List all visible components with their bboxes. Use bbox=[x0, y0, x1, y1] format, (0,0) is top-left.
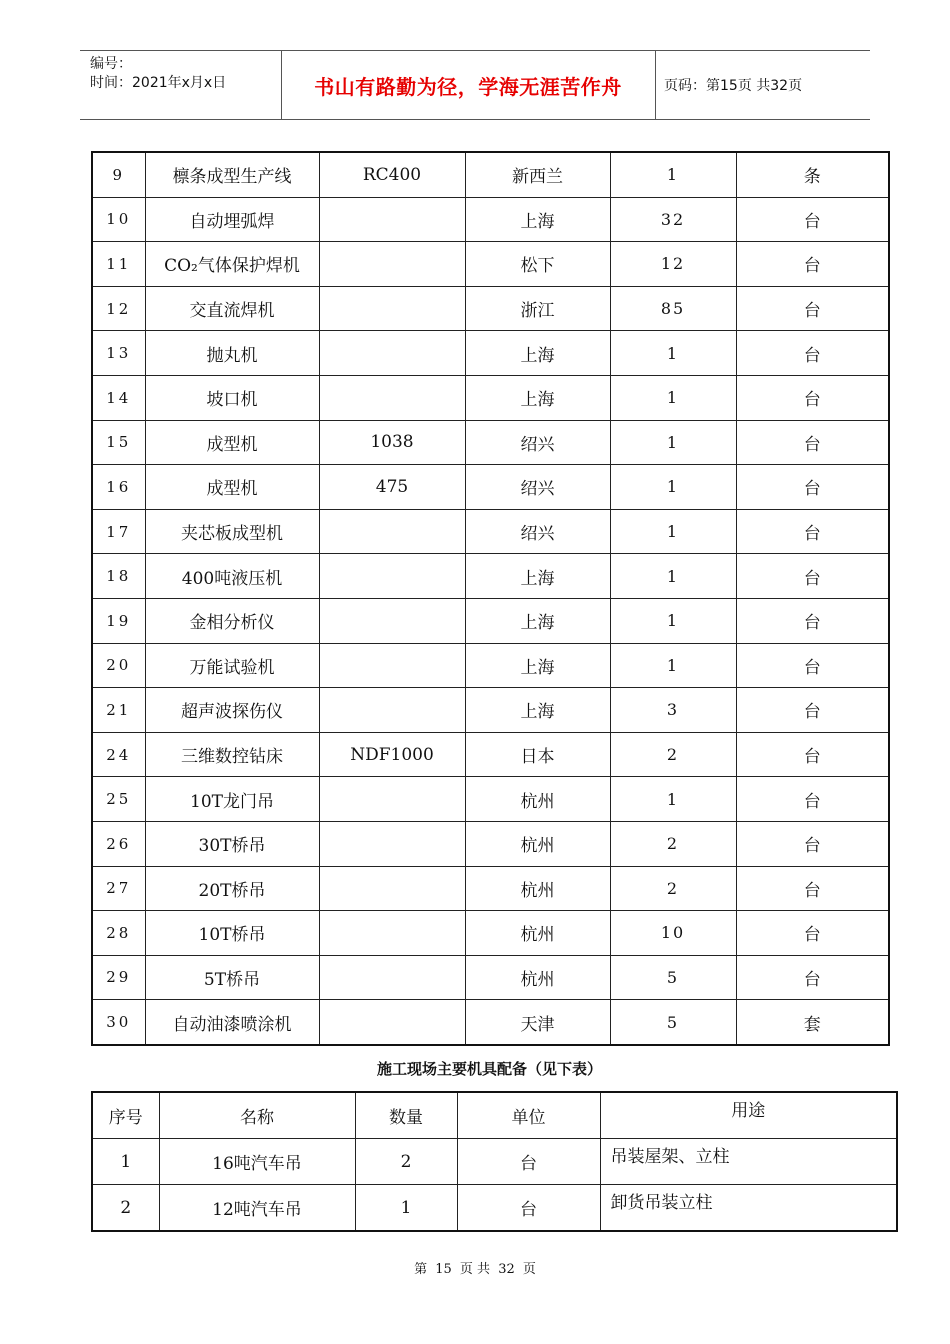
cell-unit: 台 bbox=[736, 911, 889, 956]
cell-unit: 台 bbox=[736, 554, 889, 599]
cell-unit: 台 bbox=[736, 375, 889, 420]
cell-model: 475 bbox=[319, 465, 465, 510]
cell-name: 檩条成型生产线 bbox=[145, 152, 319, 197]
cell-unit: 台 bbox=[736, 643, 889, 688]
cell-unit: 台 bbox=[736, 688, 889, 733]
cell-qty: 32 bbox=[610, 197, 736, 242]
cell-qty: 1 bbox=[610, 509, 736, 554]
table-row bbox=[92, 955, 889, 1000]
cell-unit: 台 bbox=[736, 732, 889, 777]
cell-qty: 12 bbox=[610, 242, 736, 287]
cell-no: 10 bbox=[92, 197, 145, 242]
cell-name: 三维数控钻床 bbox=[145, 732, 319, 777]
cell-origin: 杭州 bbox=[465, 911, 610, 956]
footer-prefix: 第 bbox=[414, 1262, 428, 1277]
site-equipment-table bbox=[91, 1091, 898, 1232]
cell-name: 20T桥吊 bbox=[145, 866, 319, 911]
cell-no: 21 bbox=[92, 688, 145, 733]
cell-name: 超声波探伤仪 bbox=[145, 688, 319, 733]
cell-origin: 绍兴 bbox=[465, 465, 610, 510]
cell-no: 11 bbox=[92, 242, 145, 287]
cell-qty: 1 bbox=[610, 643, 736, 688]
cell-qty: 3 bbox=[610, 688, 736, 733]
cell-name: CO₂气体保护焊机 bbox=[145, 242, 319, 287]
cell-no: 28 bbox=[92, 911, 145, 956]
cell-unit: 台 bbox=[736, 509, 889, 554]
cell-qty: 1 bbox=[610, 465, 736, 510]
table-row bbox=[92, 465, 889, 510]
table-row bbox=[92, 866, 889, 911]
table-row bbox=[92, 688, 889, 733]
cell-origin: 上海 bbox=[465, 598, 610, 643]
cell-no: 1 bbox=[92, 1139, 159, 1185]
cell-origin: 上海 bbox=[465, 554, 610, 599]
time-label: 时间：2021年x月x日 bbox=[90, 75, 227, 91]
cell-name: 夹芯板成型机 bbox=[145, 509, 319, 554]
cell-name: 10T龙门吊 bbox=[145, 777, 319, 822]
cell-model bbox=[319, 911, 465, 956]
table-row bbox=[92, 1139, 897, 1185]
cell-name: 12吨汽车吊 bbox=[159, 1185, 355, 1232]
table-row bbox=[92, 911, 889, 956]
cell-qty: 2 bbox=[610, 732, 736, 777]
cell-origin: 上海 bbox=[465, 197, 610, 242]
page-header bbox=[80, 50, 870, 120]
cell-name: 坡口机 bbox=[145, 375, 319, 420]
cell-origin: 上海 bbox=[465, 643, 610, 688]
cell-no: 30 bbox=[92, 1000, 145, 1045]
header-meta bbox=[90, 55, 280, 93]
cell-model bbox=[319, 331, 465, 376]
cell-no: 25 bbox=[92, 777, 145, 822]
cell-name: 交直流焊机 bbox=[145, 286, 319, 331]
equipment-table bbox=[91, 151, 890, 1046]
cell-origin: 新西兰 bbox=[465, 152, 610, 197]
cell-origin: 上海 bbox=[465, 331, 610, 376]
cell-no: 18 bbox=[92, 554, 145, 599]
cell-name: 自动油漆喷涂机 bbox=[145, 1000, 319, 1045]
cell-model: RC400 bbox=[319, 152, 465, 197]
cell-origin: 日本 bbox=[465, 732, 610, 777]
cell-origin: 松下 bbox=[465, 242, 610, 287]
header-usage: 用途 bbox=[600, 1092, 897, 1139]
cell-model: NDF1000 bbox=[319, 732, 465, 777]
cell-unit: 台 bbox=[457, 1185, 600, 1232]
cell-qty: 1 bbox=[610, 420, 736, 465]
cell-model bbox=[319, 955, 465, 1000]
header-qty: 数量 bbox=[355, 1092, 457, 1139]
cell-qty: 1 bbox=[610, 598, 736, 643]
cell-unit: 条 bbox=[736, 152, 889, 197]
cell-origin: 杭州 bbox=[465, 777, 610, 822]
cell-model bbox=[319, 197, 465, 242]
cell-qty: 1 bbox=[610, 375, 736, 420]
table-row bbox=[92, 1000, 889, 1045]
cell-qty: 1 bbox=[355, 1185, 457, 1232]
cell-name: 成型机 bbox=[145, 465, 319, 510]
cell-no: 17 bbox=[92, 509, 145, 554]
cell-model bbox=[319, 777, 465, 822]
table-row bbox=[92, 509, 889, 554]
table-row bbox=[92, 420, 889, 465]
cell-origin: 浙江 bbox=[465, 286, 610, 331]
cell-qty: 1 bbox=[610, 554, 736, 599]
cell-qty: 5 bbox=[610, 1000, 736, 1045]
cell-origin: 杭州 bbox=[465, 955, 610, 1000]
cell-name: 16吨汽车吊 bbox=[159, 1139, 355, 1185]
table-row bbox=[92, 1185, 897, 1232]
cell-model bbox=[319, 509, 465, 554]
cell-unit: 台 bbox=[736, 777, 889, 822]
cell-name: 400吨液压机 bbox=[145, 554, 319, 599]
cell-qty: 10 bbox=[610, 911, 736, 956]
table-row bbox=[92, 643, 889, 688]
cell-no: 13 bbox=[92, 331, 145, 376]
cell-model bbox=[319, 554, 465, 599]
table-row bbox=[92, 554, 889, 599]
footer-suffix: 页 bbox=[522, 1262, 536, 1277]
cell-model bbox=[319, 821, 465, 866]
cell-model bbox=[319, 598, 465, 643]
footer-mid: 页 共 bbox=[459, 1262, 491, 1277]
cell-origin: 绍兴 bbox=[465, 509, 610, 554]
cell-model bbox=[319, 1000, 465, 1045]
cell-origin: 杭州 bbox=[465, 866, 610, 911]
cell-name: 5T桥吊 bbox=[145, 955, 319, 1000]
cell-no: 20 bbox=[92, 643, 145, 688]
table-row bbox=[92, 331, 889, 376]
cell-origin: 杭州 bbox=[465, 821, 610, 866]
header-unit: 单位 bbox=[457, 1092, 600, 1139]
cell-model bbox=[319, 688, 465, 733]
table-row bbox=[92, 286, 889, 331]
code-label: 编号： bbox=[90, 56, 132, 72]
cell-model: 1038 bbox=[319, 420, 465, 465]
cell-name: 抛丸机 bbox=[145, 331, 319, 376]
cell-name: 万能试验机 bbox=[145, 643, 319, 688]
cell-no: 12 bbox=[92, 286, 145, 331]
cell-unit: 台 bbox=[736, 242, 889, 287]
cell-qty: 1 bbox=[610, 777, 736, 822]
cell-unit: 台 bbox=[736, 955, 889, 1000]
cell-no: 14 bbox=[92, 375, 145, 420]
cell-model bbox=[319, 242, 465, 287]
cell-model bbox=[319, 375, 465, 420]
cell-no: 27 bbox=[92, 866, 145, 911]
cell-qty: 2 bbox=[355, 1139, 457, 1185]
table-row bbox=[92, 197, 889, 242]
cell-no: 26 bbox=[92, 821, 145, 866]
cell-origin: 上海 bbox=[465, 688, 610, 733]
header-page-info: 页码：第15页 共32页 bbox=[664, 78, 803, 94]
table-row bbox=[92, 152, 889, 197]
site-table-title: 施工现场主要机具配备（见下表） bbox=[376, 1060, 602, 1078]
cell-origin: 天津 bbox=[465, 1000, 610, 1045]
cell-unit: 台 bbox=[736, 598, 889, 643]
footer-page-number: 15 bbox=[435, 1262, 452, 1277]
footer-page-total: 32 bbox=[498, 1262, 515, 1277]
cell-unit: 台 bbox=[736, 866, 889, 911]
cell-no: 29 bbox=[92, 955, 145, 1000]
cell-no: 19 bbox=[92, 598, 145, 643]
cell-name: 成型机 bbox=[145, 420, 319, 465]
table-row bbox=[92, 598, 889, 643]
cell-unit: 台 bbox=[736, 331, 889, 376]
cell-unit: 台 bbox=[736, 821, 889, 866]
cell-no: 24 bbox=[92, 732, 145, 777]
cell-qty: 5 bbox=[610, 955, 736, 1000]
header-motto: 书山有路勤为径，学海无涯苦作舟 bbox=[314, 74, 622, 99]
cell-qty: 1 bbox=[610, 331, 736, 376]
cell-unit: 套 bbox=[736, 1000, 889, 1045]
cell-no: 2 bbox=[92, 1185, 159, 1232]
cell-name: 30T桥吊 bbox=[145, 821, 319, 866]
cell-unit: 台 bbox=[736, 465, 889, 510]
table-header-row bbox=[92, 1092, 897, 1139]
cell-origin: 上海 bbox=[465, 375, 610, 420]
table-row bbox=[92, 821, 889, 866]
cell-unit: 台 bbox=[736, 420, 889, 465]
table-row bbox=[92, 375, 889, 420]
cell-no: 9 bbox=[92, 152, 145, 197]
cell-unit: 台 bbox=[736, 286, 889, 331]
cell-name: 10T桥吊 bbox=[145, 911, 319, 956]
header-name: 名称 bbox=[159, 1092, 355, 1139]
cell-model bbox=[319, 286, 465, 331]
cell-no: 16 bbox=[92, 465, 145, 510]
cell-usage: 吊装屋架、立柱 bbox=[600, 1139, 897, 1185]
cell-model bbox=[319, 643, 465, 688]
cell-name: 自动埋弧焊 bbox=[145, 197, 319, 242]
cell-qty: 2 bbox=[610, 821, 736, 866]
cell-origin: 绍兴 bbox=[465, 420, 610, 465]
cell-unit: 台 bbox=[736, 197, 889, 242]
cell-qty: 85 bbox=[610, 286, 736, 331]
cell-unit: 台 bbox=[457, 1139, 600, 1185]
cell-usage: 卸货吊装立柱 bbox=[600, 1185, 897, 1232]
cell-qty: 1 bbox=[610, 152, 736, 197]
cell-name: 金相分析仪 bbox=[145, 598, 319, 643]
table-row bbox=[92, 242, 889, 287]
page-footer bbox=[0, 1258, 950, 1277]
header-divider bbox=[655, 51, 656, 119]
table-row bbox=[92, 777, 889, 822]
cell-no: 15 bbox=[92, 420, 145, 465]
header-no: 序号 bbox=[92, 1092, 159, 1139]
cell-qty: 2 bbox=[610, 866, 736, 911]
table-row bbox=[92, 732, 889, 777]
cell-model bbox=[319, 866, 465, 911]
